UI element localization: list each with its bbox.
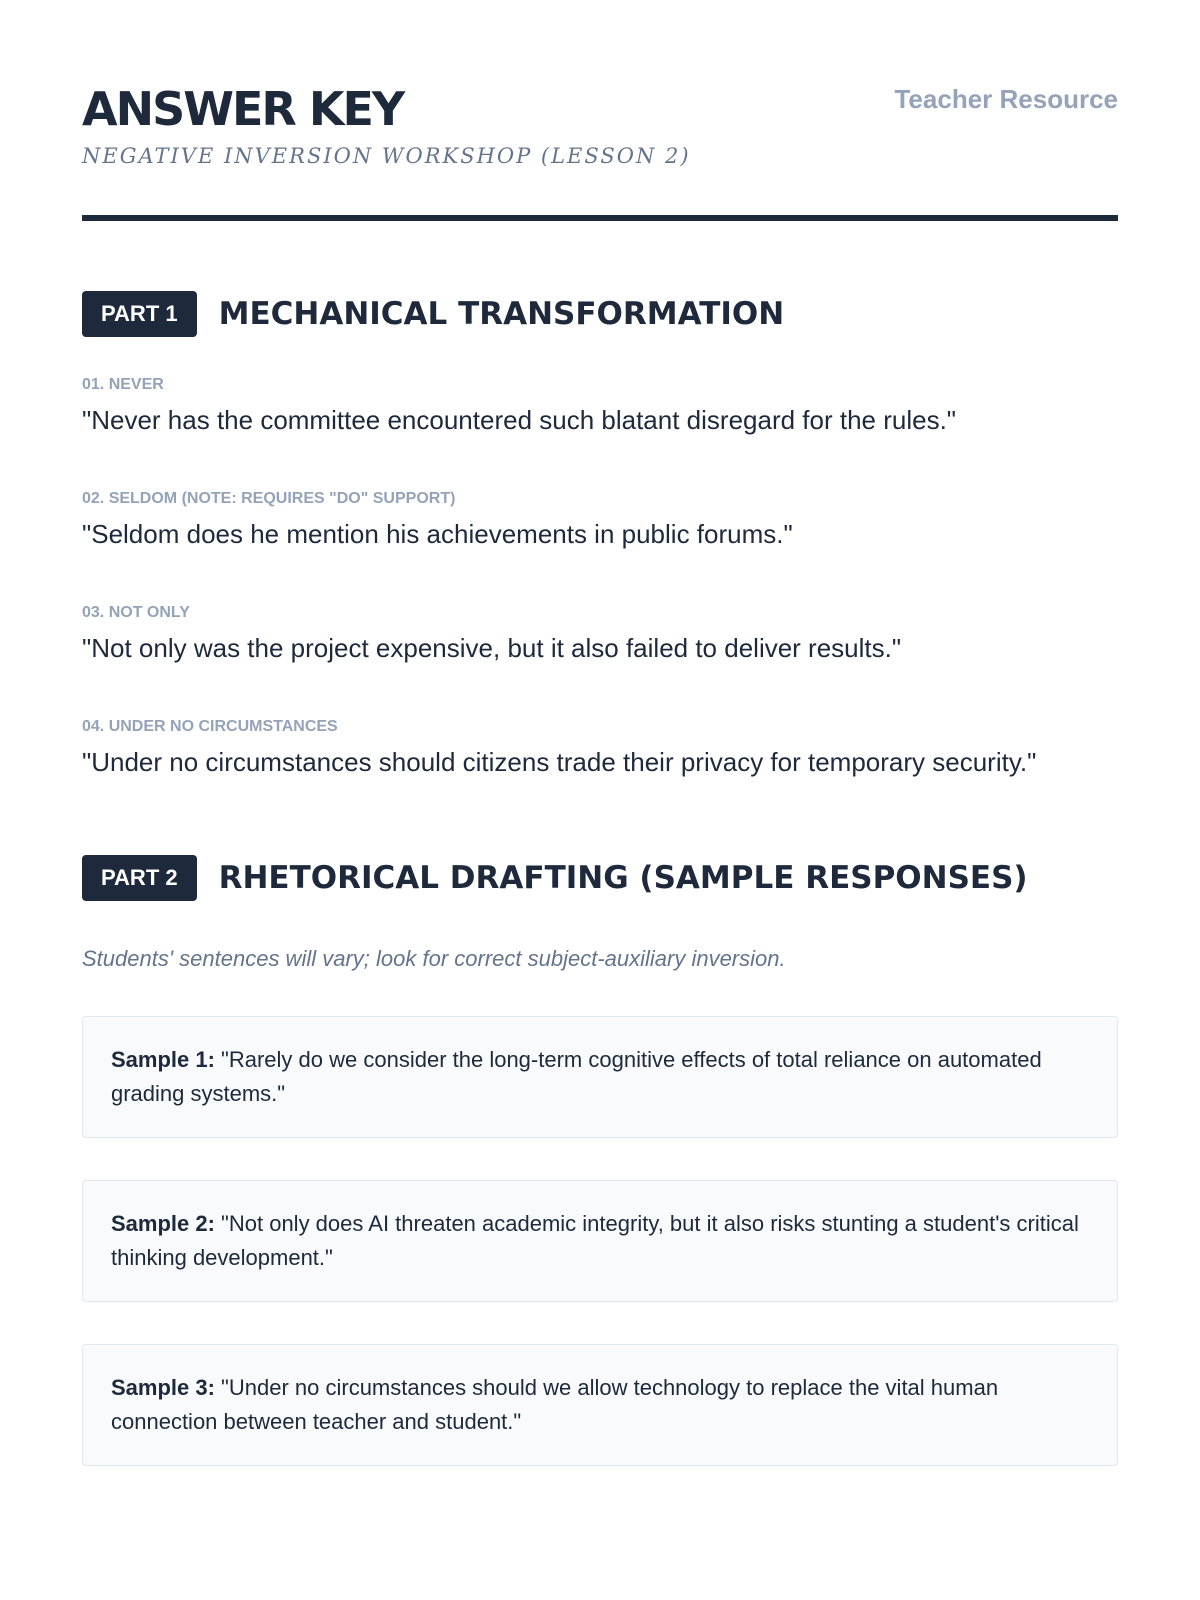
answer-item xyxy=(82,604,1118,668)
teacher-resource-label: Teacher Resource xyxy=(894,84,1118,114)
answer-item-label: 04. UNDER NO CIRCUMSTANCES xyxy=(82,718,338,735)
sample-card xyxy=(82,1180,1118,1302)
sample-text: "Under no circumstances should we allow technology to replace the vital human connection between teacher and student." xyxy=(111,1375,999,1434)
transformation-list xyxy=(82,376,1118,782)
answer-item-label: 01. NEVER xyxy=(82,376,164,393)
page-subtitle: NEGATIVE INVERSION WORKSHOP (LESSON 2) xyxy=(82,144,691,168)
answer-item-label: 02. SELDOM (NOTE: REQUIRES "DO" SUPPORT) xyxy=(82,490,456,507)
part-2-heading xyxy=(82,854,1118,902)
part-1-heading xyxy=(82,290,1118,338)
page-header xyxy=(82,0,1118,222)
sample-text: "Rarely do we consider the long-term cognitive effects of total reliance on automated grading systems." xyxy=(111,1047,1042,1106)
header-divider xyxy=(82,215,1118,221)
sample-responses xyxy=(82,1016,1118,1466)
answer-item-text: "Not only was the project expensive, but it also failed to deliver results." xyxy=(82,633,902,663)
answer-item xyxy=(82,718,1118,782)
part-2-badge: PART 2 xyxy=(82,855,197,901)
sample-text: "Not only does AI threaten academic integrity, but it also risks stunting a student's critical thinking development." xyxy=(111,1211,1079,1270)
part-2-title: RHETORICAL DRAFTING (SAMPLE RESPONSES) xyxy=(218,860,1028,896)
part-1-title: MECHANICAL TRANSFORMATION xyxy=(218,296,785,332)
sample-label: Sample 3: xyxy=(111,1375,215,1400)
answer-item xyxy=(82,490,1118,554)
part-2-note: Students' sentences will vary; look for correct subject-auxiliary inversion. xyxy=(82,946,786,971)
sample-card xyxy=(82,1344,1118,1466)
sample-label: Sample 1: xyxy=(111,1047,215,1072)
part-2-section xyxy=(82,854,1118,1466)
sample-label: Sample 2: xyxy=(111,1211,215,1236)
part-1-badge: PART 1 xyxy=(82,291,197,337)
page-title: ANSWER KEY xyxy=(82,82,404,136)
sample-card xyxy=(82,1016,1118,1138)
part-1-section xyxy=(82,290,1118,782)
answer-item-text: "Seldom does he mention his achievements in public forums." xyxy=(82,519,793,549)
answer-item-text: "Under no circumstances should citizens trade their privacy for temporary security." xyxy=(82,747,1037,777)
answer-item xyxy=(82,376,1118,440)
answer-item-label: 03. NOT ONLY xyxy=(82,604,190,621)
answer-item-text: "Never has the committee encountered such blatant disregard for the rules." xyxy=(82,405,957,435)
